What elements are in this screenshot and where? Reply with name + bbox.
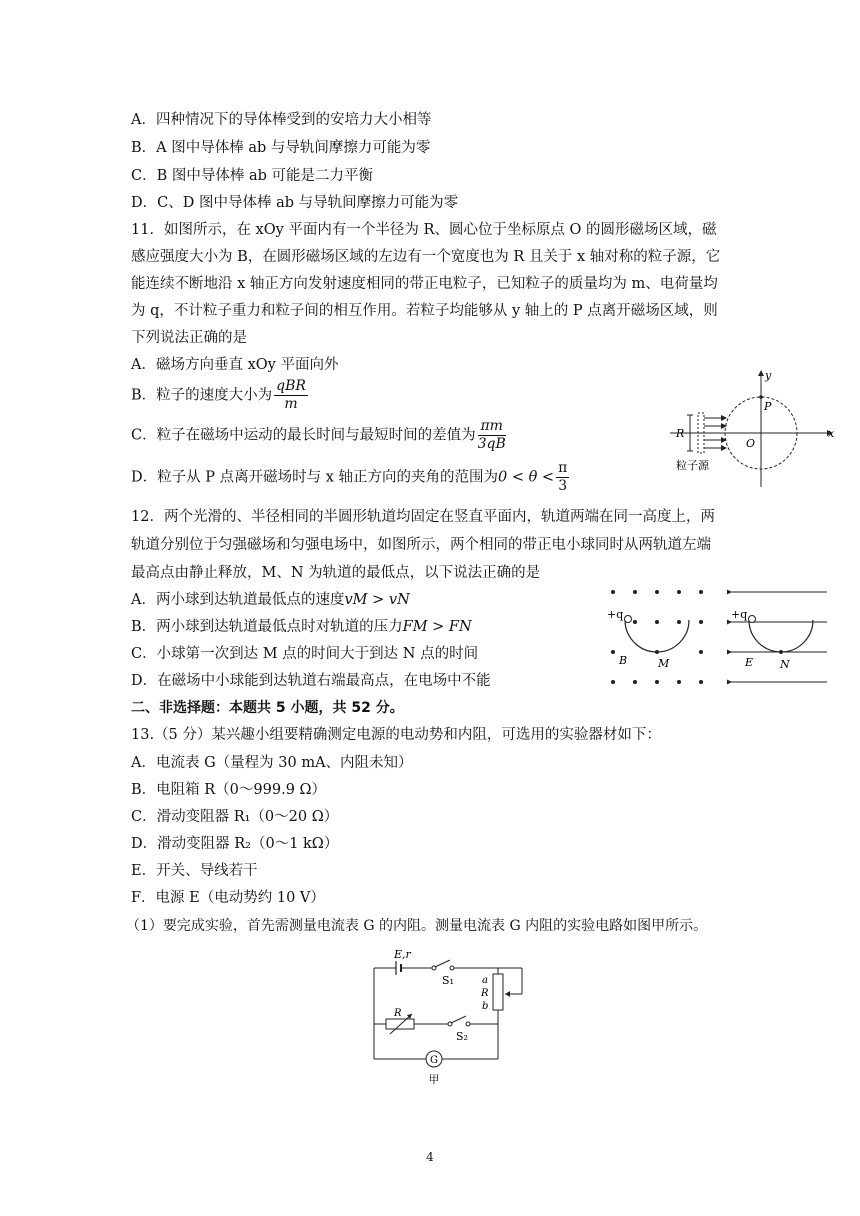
switch-s1-label: S₁ [442, 974, 454, 987]
y-axis-label: y [765, 369, 772, 382]
rheostat-r-label: R [481, 988, 489, 999]
switch-s2-label: S₂ [456, 1030, 468, 1043]
q11-option-a: A．磁场方向垂直 xOy 平面向外 [131, 357, 339, 373]
q12-option-d: D．在磁场中小球能到达轨道右端最高点，在电场中不能 [131, 673, 491, 689]
q11-option-c [131, 418, 508, 453]
q13-circuit-figure-jia [362, 944, 532, 1089]
charge-label: +q [731, 608, 748, 621]
x-axis-label: x [828, 427, 835, 440]
q12-option-b-math: FM > FN [402, 619, 472, 635]
q11-option-d-fraction [556, 460, 569, 495]
q10-option-b: B．A 图中导体棒 ab 与导轨间摩擦力可能为零 [131, 140, 431, 156]
battery-label: E,r [394, 948, 411, 961]
fraction-denominator: 3qB [477, 436, 506, 452]
q12-option-a-text: A．两小球到达轨道最低点的速度 [131, 592, 345, 608]
q10-option-c: C．B 图中导体棒 ab 可能是二力平衡 [131, 168, 374, 184]
q10-option-a: A．四种情况下的导体棒受到的安培力大小相等 [131, 112, 432, 128]
q13-item-f: F．电源 E（电动势约 10 V） [131, 890, 325, 906]
figure-caption: 甲 [428, 1073, 440, 1086]
q11-magnetic-field-figure [670, 365, 850, 490]
q11-stem-line: 为 q，不计粒子重力和粒子间的相互作用。若粒子均能够从 y 轴上的 P 点离开磁场区域，则 [131, 303, 718, 319]
q12-stem-line: 轨道分别位于匀强磁场和匀强电场中，如图所示，两个相同的带正电小球同时从两轨道左端 [131, 537, 711, 553]
fraction-numerator: qBR [276, 378, 306, 394]
q12-option-b-text: B．两小球到达轨道最低点时对轨道的压力 [131, 619, 403, 635]
fraction-denominator: 3 [558, 478, 568, 494]
q13-stem: 13.（5 分）某兴趣小组要精确测定电源的电动势和内阻，可选用的实验器材如下： [131, 727, 661, 743]
q11-option-b-text: B．粒子的速度大小为 [131, 387, 273, 404]
origin-o-label: O [746, 437, 756, 450]
q11-stem-line: 感应强度大小为 B，在圆形磁场区域的左边有一个宽度也为 R 且关于 x 轴对称的粒子源，它 [131, 249, 721, 265]
q12-magnetic-field-figure [603, 582, 713, 692]
point-n-label: N [780, 658, 790, 671]
q12-stem-line: 12．两个光滑的、半径相同的半圆形轨道均固定在竖直平面内，轨道两端在同一高度上，两 [131, 509, 715, 525]
point-p-label: P [764, 400, 772, 413]
section-heading: 二、非选择题：本题共 5 小题，共 52 分。 [131, 700, 404, 716]
q13-item-d: D．滑动变阻器 R₂（0～1 kΩ） [131, 836, 339, 852]
q12-electric-field-figure [727, 582, 832, 692]
terminal-a-label: a [482, 975, 488, 986]
q11-option-b [131, 378, 310, 413]
q11-option-d-range: 0 < θ < [498, 469, 555, 486]
terminal-b-label: b [482, 1001, 489, 1012]
q12-stem-line: 最高点由静止释放，M、N 为轨道的最低点，以下说法正确的是 [131, 565, 541, 581]
q11-option-d-text: D．粒子从 P 点离开磁场时与 x 轴正方向的夹角的范围为 [131, 469, 498, 486]
q11-option-c-text: C．粒子在磁场中运动的最长时间与最短时间的差值为 [131, 427, 476, 444]
particle-source-label: 粒子源 [676, 459, 709, 472]
field-e-label: E [745, 656, 754, 669]
fraction-numerator: π [558, 460, 568, 476]
q12-option-c: C．小球第一次到达 M 点的时间大于到达 N 点的时间 [131, 646, 479, 662]
q13-item-a: A．电流表 G（量程为 30 mA、内阻未知） [131, 755, 413, 771]
width-r-label: R [676, 427, 685, 440]
page-number: 4 [426, 1150, 434, 1164]
point-m-label: M [658, 657, 670, 670]
q11-option-b-fraction [274, 378, 308, 413]
galvanometer-label: G [430, 1055, 438, 1066]
fraction-denominator: m [284, 396, 298, 412]
q11-option-c-fraction [478, 418, 506, 453]
q10-option-d: D．C、D 图中导体棒 ab 与导轨间摩擦力可能为零 [131, 195, 459, 211]
q11-stem-line: 下列说法正确的是 [131, 330, 247, 346]
q11-stem-line: 能连续不断地沿 x 轴正方向发射速度相同的带正电粒子，已知粒子的质量均为 m、电荷量均 [131, 276, 718, 292]
q13-item-c: C．滑动变阻器 R₁（0～20 Ω） [131, 809, 339, 825]
resistance-box-label: R [394, 1008, 402, 1019]
field-b-label: B [619, 654, 628, 667]
q11-option-d [131, 460, 571, 495]
q12-option-b [131, 617, 472, 637]
q13-item-e: E．开关、导线若干 [131, 863, 258, 879]
q12-option-a [131, 590, 410, 610]
fraction-numerator: πm [478, 418, 506, 436]
q13-part-1: （1）要完成实验，首先需测量电流表 G 的内阻。测量电流表 G 内阻的实验电路如图甲所示。 [126, 918, 708, 934]
charge-label: +q [607, 608, 624, 621]
q11-stem-line: 11．如图所示，在 xOy 平面内有一个半径为 R、圆心位于坐标原点 O 的圆形磁场区域，磁 [131, 222, 717, 238]
q12-option-a-math: vM > vN [344, 592, 410, 608]
q13-item-b: B．电阻箱 R（0～999.9 Ω） [131, 782, 327, 798]
